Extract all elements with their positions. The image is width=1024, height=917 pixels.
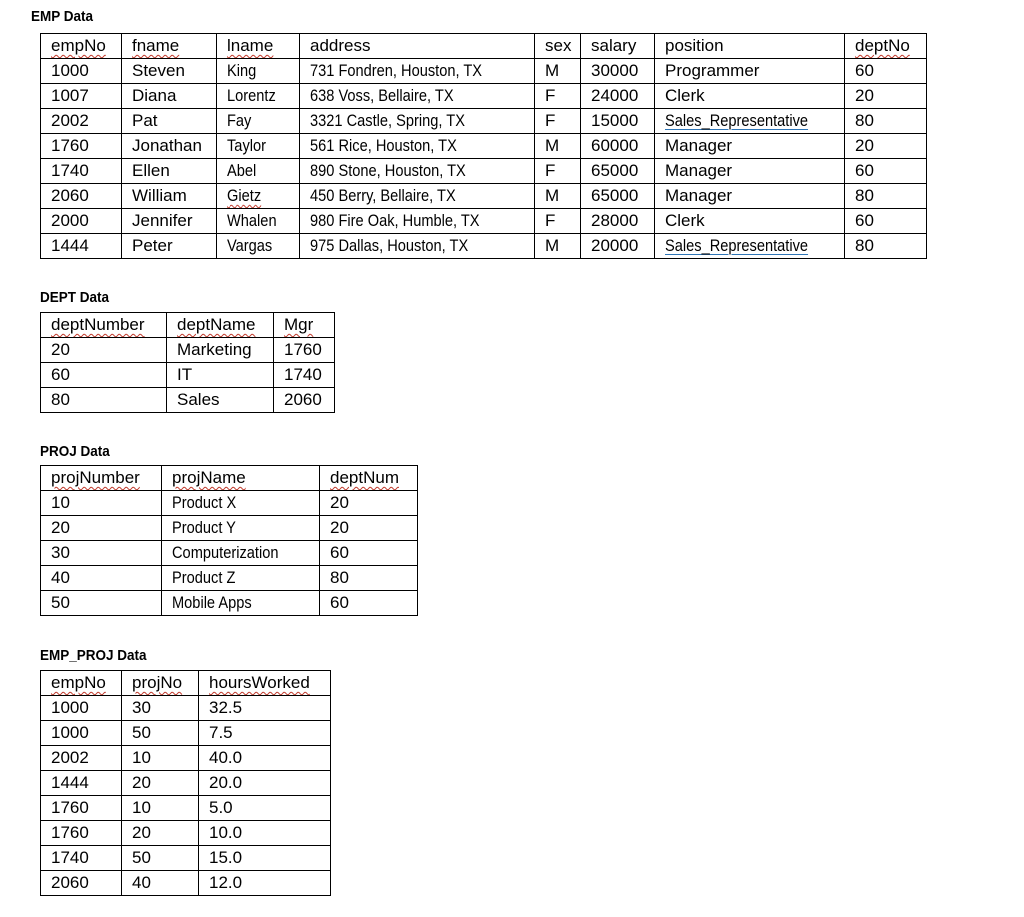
cell: 80 xyxy=(320,566,418,591)
table-row xyxy=(41,338,335,363)
cell: 60 xyxy=(320,541,418,566)
table-row xyxy=(41,209,927,234)
table-row xyxy=(41,746,331,771)
cell: 80 xyxy=(41,388,167,413)
proj-col-projname: projName xyxy=(162,466,320,491)
cell: Peter xyxy=(122,234,217,259)
emp-col-deptno: deptNo xyxy=(845,34,927,59)
cell: 5.0 xyxy=(199,796,331,821)
dept-col-deptnumber: deptNumber xyxy=(41,313,167,338)
cell: M xyxy=(535,184,581,209)
cell: 10 xyxy=(122,746,199,771)
cell: Marketing xyxy=(167,338,274,363)
cell: King xyxy=(217,59,300,84)
cell: Mobile Apps xyxy=(162,591,320,616)
table-row xyxy=(41,566,418,591)
cell: 10 xyxy=(122,796,199,821)
cell: 1000 xyxy=(41,721,122,746)
cell: Fay xyxy=(217,109,300,134)
cell: 60 xyxy=(845,209,927,234)
cell: 450 Berry, Bellaire, TX xyxy=(300,184,535,209)
cell: 32.5 xyxy=(199,696,331,721)
cell: M xyxy=(535,134,581,159)
emp-proj-col-projno: projNo xyxy=(122,671,199,696)
table-row xyxy=(41,59,927,84)
cell: 60 xyxy=(320,591,418,616)
cell: Jennifer xyxy=(122,209,217,234)
dept-table xyxy=(40,312,335,413)
cell: Gietz xyxy=(217,184,300,209)
emp-proj-col-empno: empNo xyxy=(41,671,122,696)
table-row xyxy=(41,771,331,796)
emp-col-empno: empNo xyxy=(41,34,122,59)
cell: 20 xyxy=(845,84,927,109)
cell: 30 xyxy=(122,696,199,721)
cell: F xyxy=(535,109,581,134)
table-row xyxy=(41,871,331,896)
cell: 7.5 xyxy=(199,721,331,746)
cell: 30 xyxy=(41,541,162,566)
table-row xyxy=(41,541,418,566)
table-row xyxy=(41,184,927,209)
table-row xyxy=(41,388,335,413)
cell: 20.0 xyxy=(199,771,331,796)
cell: 638 Voss, Bellaire, TX xyxy=(300,84,535,109)
cell: 20 xyxy=(122,821,199,846)
cell: 20 xyxy=(320,516,418,541)
cell: 731 Fondren, Houston, TX xyxy=(300,59,535,84)
cell: Pat xyxy=(122,109,217,134)
cell: 1007 xyxy=(41,84,122,109)
cell: 20 xyxy=(41,338,167,363)
cell: 1760 xyxy=(41,796,122,821)
cell: Clerk xyxy=(655,209,845,234)
emp-col-lname: lname xyxy=(217,34,300,59)
cell: F xyxy=(535,209,581,234)
cell: M xyxy=(535,59,581,84)
proj-header-row xyxy=(41,466,418,491)
cell: IT xyxy=(167,363,274,388)
emp-section-title: EMP Data xyxy=(31,8,94,25)
table-row xyxy=(41,491,418,516)
cell: 1000 xyxy=(41,696,122,721)
cell: Manager xyxy=(655,134,845,159)
cell: 12.0 xyxy=(199,871,331,896)
cell: Steven xyxy=(122,59,217,84)
cell: 20 xyxy=(41,516,162,541)
cell: 40.0 xyxy=(199,746,331,771)
cell: Sales_Representative xyxy=(655,234,845,259)
cell: 10 xyxy=(41,491,162,516)
proj-section-title: PROJ Data xyxy=(40,443,110,460)
emp-table xyxy=(40,33,927,259)
cell: 2002 xyxy=(41,109,122,134)
table-row xyxy=(41,159,927,184)
cell: F xyxy=(535,159,581,184)
cell: Programmer xyxy=(655,59,845,84)
cell: 1740 xyxy=(274,363,335,388)
cell: Sales_Representative xyxy=(655,109,845,134)
cell: Jonathan xyxy=(122,134,217,159)
emp-header-row xyxy=(41,34,927,59)
dept-col-mgr: Mgr xyxy=(274,313,335,338)
cell: 24000 xyxy=(581,84,655,109)
cell: Vargas xyxy=(217,234,300,259)
cell: Taylor xyxy=(217,134,300,159)
cell: 1444 xyxy=(41,234,122,259)
cell: 1760 xyxy=(41,134,122,159)
emp-proj-col-hoursworked: hoursWorked xyxy=(199,671,331,696)
emp-proj-section-title: EMP_PROJ Data xyxy=(40,647,147,664)
table-row xyxy=(41,134,927,159)
table-row xyxy=(41,591,418,616)
table-row xyxy=(41,821,331,846)
cell: Product X xyxy=(162,491,320,516)
cell: Product Y xyxy=(162,516,320,541)
cell: 1000 xyxy=(41,59,122,84)
cell: 2060 xyxy=(41,871,122,896)
table-row xyxy=(41,721,331,746)
cell: Computerization xyxy=(162,541,320,566)
cell: 980 Fire Oak, Humble, TX xyxy=(300,209,535,234)
emp-col-fname: fname xyxy=(122,34,217,59)
table-row xyxy=(41,234,927,259)
cell: 1740 xyxy=(41,159,122,184)
cell: 40 xyxy=(122,871,199,896)
cell: 50 xyxy=(122,846,199,871)
cell: 40 xyxy=(41,566,162,591)
table-row xyxy=(41,84,927,109)
cell: Manager xyxy=(655,159,845,184)
cell: 20 xyxy=(845,134,927,159)
cell: 2000 xyxy=(41,209,122,234)
proj-table xyxy=(40,465,418,616)
cell: 60 xyxy=(41,363,167,388)
proj-col-projnumber: projNumber xyxy=(41,466,162,491)
cell: 20 xyxy=(320,491,418,516)
cell: 2002 xyxy=(41,746,122,771)
cell: William xyxy=(122,184,217,209)
cell: 28000 xyxy=(581,209,655,234)
cell: Ellen xyxy=(122,159,217,184)
dept-header-row xyxy=(41,313,335,338)
emp-col-salary: salary xyxy=(581,34,655,59)
emp-col-sex: sex xyxy=(535,34,581,59)
cell: 3321 Castle, Spring, TX xyxy=(300,109,535,134)
cell: 20000 xyxy=(581,234,655,259)
emp-col-address: address xyxy=(300,34,535,59)
cell: Sales xyxy=(167,388,274,413)
cell: 10.0 xyxy=(199,821,331,846)
cell: 2060 xyxy=(41,184,122,209)
cell: 60000 xyxy=(581,134,655,159)
cell: 80 xyxy=(845,184,927,209)
cell: Abel xyxy=(217,159,300,184)
table-row xyxy=(41,109,927,134)
emp-col-position: position xyxy=(655,34,845,59)
cell: Product Z xyxy=(162,566,320,591)
cell: 80 xyxy=(845,234,927,259)
cell: F xyxy=(535,84,581,109)
cell: 2060 xyxy=(274,388,335,413)
dept-section-title: DEPT Data xyxy=(40,289,110,306)
table-row xyxy=(41,696,331,721)
table-row xyxy=(41,363,335,388)
cell: 60 xyxy=(845,59,927,84)
cell: M xyxy=(535,234,581,259)
table-row xyxy=(41,796,331,821)
cell: 20 xyxy=(122,771,199,796)
cell: 15000 xyxy=(581,109,655,134)
cell: 30000 xyxy=(581,59,655,84)
cell: 1444 xyxy=(41,771,122,796)
cell: Diana xyxy=(122,84,217,109)
proj-col-deptnum: deptNum xyxy=(320,466,418,491)
cell: Clerk xyxy=(655,84,845,109)
table-row xyxy=(41,846,331,871)
cell: 65000 xyxy=(581,184,655,209)
cell: 1760 xyxy=(274,338,335,363)
cell: 975 Dallas, Houston, TX xyxy=(300,234,535,259)
cell: Manager xyxy=(655,184,845,209)
cell: Whalen xyxy=(217,209,300,234)
cell: 1760 xyxy=(41,821,122,846)
cell: 60 xyxy=(845,159,927,184)
cell: 561 Rice, Houston, TX xyxy=(300,134,535,159)
cell: 1740 xyxy=(41,846,122,871)
emp-proj-table xyxy=(40,670,331,896)
cell: 890 Stone, Houston, TX xyxy=(300,159,535,184)
cell: Lorentz xyxy=(217,84,300,109)
cell: 50 xyxy=(122,721,199,746)
cell: 15.0 xyxy=(199,846,331,871)
emp-proj-header-row xyxy=(41,671,331,696)
cell: 50 xyxy=(41,591,162,616)
dept-col-deptname: deptName xyxy=(167,313,274,338)
cell: 65000 xyxy=(581,159,655,184)
cell: 80 xyxy=(845,109,927,134)
table-row xyxy=(41,516,418,541)
